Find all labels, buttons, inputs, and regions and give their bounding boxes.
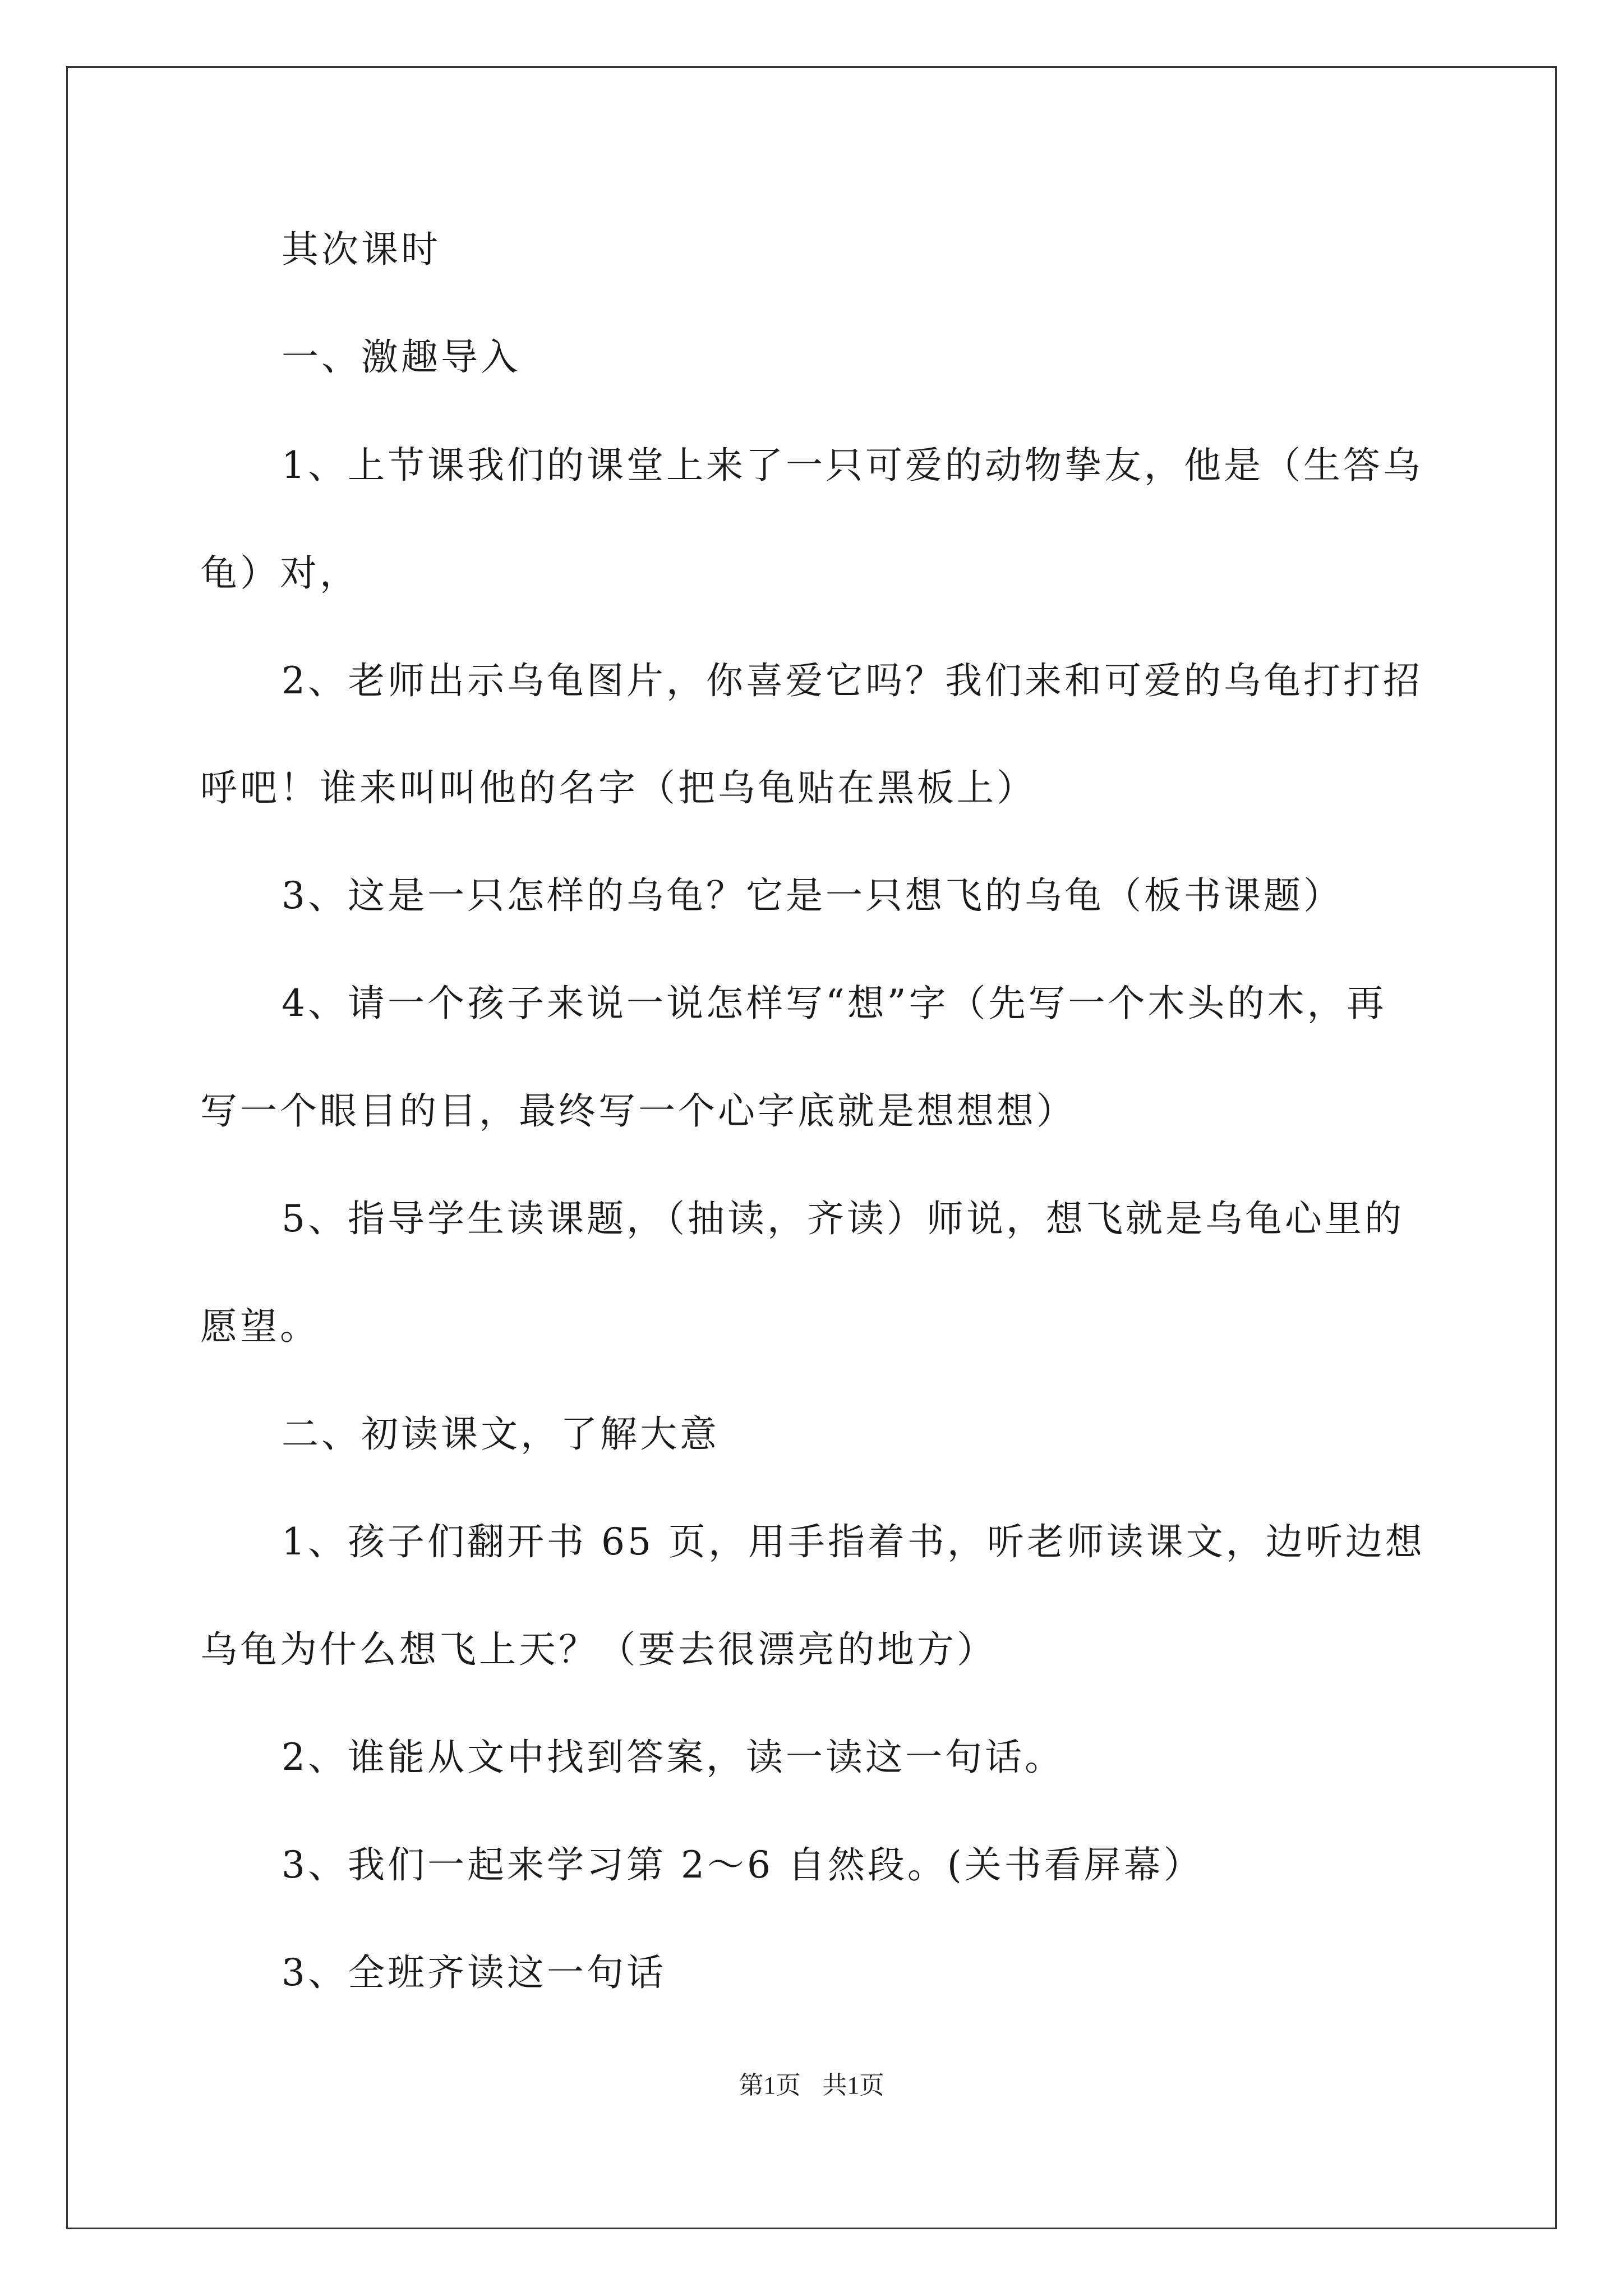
page-total: 共1页 — [822, 2072, 884, 2099]
section-heading: 一、激趣导入 — [282, 335, 520, 379]
paragraph-line: 呼吧！谁来叫叫他的名字（把乌龟贴在黑板上） — [200, 766, 1036, 809]
paragraph-line: 龟）对， — [200, 551, 359, 595]
paragraph-line: 2、谁能从文中找到答案，读一读这一句话。 — [282, 1736, 1064, 1779]
paragraph-line: 写一个眼目的目，最终写一个心字底就是想想想） — [200, 1089, 1076, 1133]
section-heading: 二、初读课文，了解大意 — [282, 1412, 720, 1456]
paragraph-line: 3、我们一起来学习第 2～6 自然段。(关书看屏幕） — [282, 1843, 1204, 1887]
paragraph-line: 2、老师出示乌龟图片，你喜爱它吗？我们来和可爱的乌龟打打招 — [282, 659, 1423, 702]
paragraph-line: 愿望。 — [200, 1305, 320, 1348]
paragraph-line: 乌龟为什么想飞上天？（要去很漂亮的地方） — [200, 1628, 997, 1671]
paragraph-line: 1、孩子们翻开书 65 页，用手指着书，听老师读课文，边听边想 — [282, 1520, 1425, 1563]
paragraph-line: 4、请一个孩子来说一说怎样写“想”字（先写一个木头的木，再 — [282, 982, 1387, 1025]
paragraph-line: 5、指导学生读课题，（抽读，齐读）师说，想飞就是乌龟心里的 — [282, 1197, 1404, 1240]
paragraph-line: 3、全班齐读这一句话 — [282, 1951, 666, 1994]
section-heading: 其次课时 — [282, 228, 441, 271]
page-footer — [0, 2070, 1623, 2101]
paragraph-line: 3、这是一只怎样的乌龟？它是一只想飞的乌龟（板书课题） — [282, 874, 1343, 917]
paragraph-line: 1、上节课我们的课堂上来了一只可爱的动物挚友，他是（生答乌 — [282, 444, 1423, 487]
page-border — [66, 66, 1557, 2229]
page-number: 第1页 — [739, 2072, 801, 2099]
